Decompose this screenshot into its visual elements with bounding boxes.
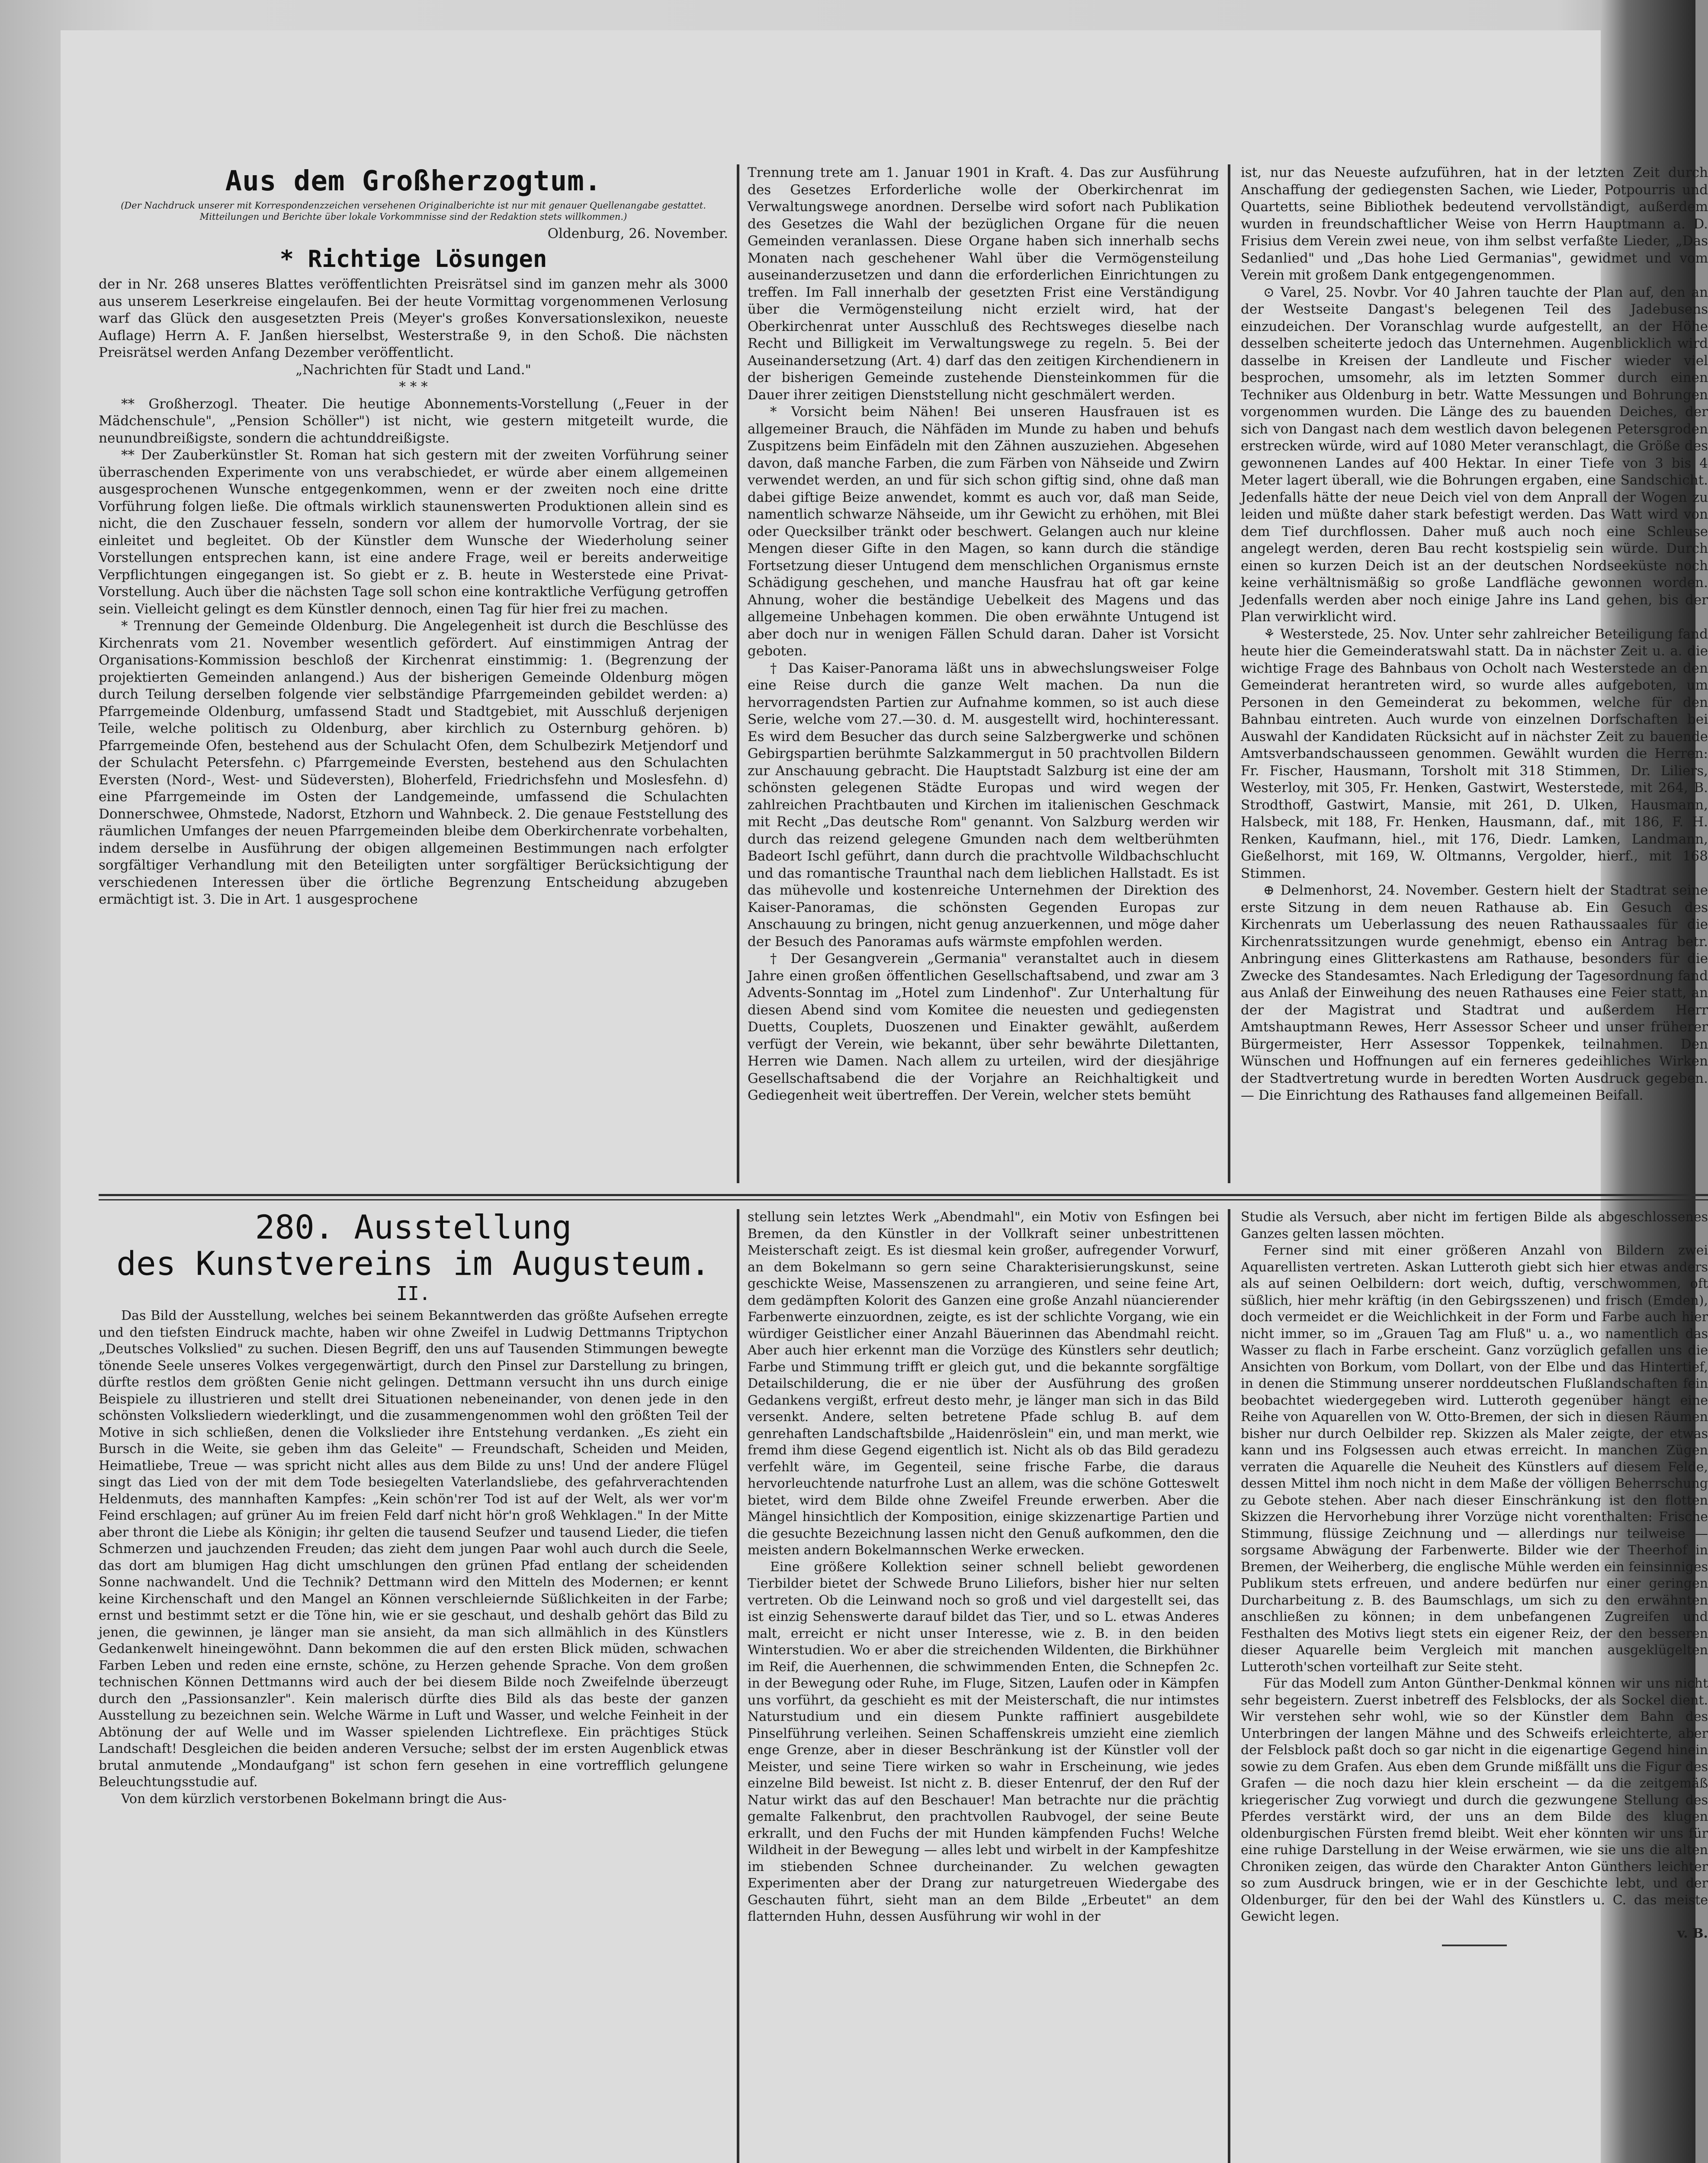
- feuilleton-rule-top: [99, 1194, 1708, 1196]
- page-content: [99, 30, 1708, 2163]
- exhibition-subtitle: des Kunstvereins im Augusteum.: [116, 1244, 710, 1283]
- article-delmenhorst: ⊕ Delmenhorst, 24. November. Gestern hielt der Stadtrat seine erste Sitzung in dem neuen Rathause ab. Ein Gesuch des Kirchenrats um Ueberlassung des neuen Rathaussaales für die Kirchenratssitzungen wurde genehmigt, ebenso ein Antrag betr. Anbringung eines Glitterkastens am Rathause, besonders für die Zwecke des Standesamtes. Nach Erledigung der Tagesordnung fand aus Anlaß der Einweihung des neuen Rathauses eine Feier statt, an der der Magistrat und Stadtrat und außerdem Herr Amtshauptmann Rewes, Herr Assessor Scheer und unser früherer Bürgermeister, Herr Assessor Toppenkek, teilnahmen. Den Wünschen und Hoffnungen auf ein ferneres gedeihliches Wirken der Stadtvertretung wurde in beredten Worten Ausdruck gegeben. — Die Einrichtung des Rathauses fand allgemeinen Beifall.: [1241, 883, 1708, 1103]
- review-aquarellisten: Ferner sind mit einer größeren Anzahl von Bildern zwei Aquarellisten vertreten. Askan Lutteroth giebt sich hier etwas anders als auf seinen Oelbildern: dort weich, duftig, verschwommen, oft süßlich, hier mehr kräftig (in den Gebirgsszenen) und frisch (Emden), doch vermeidet er die Weichlichkeit in der Form und Farbe auch hier nicht immer, so im „Grauen Tag am Fluß" u. a., wo namentlich das Wasser zu flach in Farbe erscheint. Ganz vorzüglich gefallen uns die Ansichten von Borkum, vom Dollart, von der Elbe und das Hintertief, in denen die Stimmung unserer norddeutschen Flußlandschaften fein beobachtet wiedergegeben wird. Lutteroth gegenüber hängt eine Reihe von Aquarellen von W. Otto-Bremen, der sich in diesen Räumen bisher nur durch Oelbilder rep. Skizzen als Maler zeigte, der etwas kann und ins Folgsessen auch etwas erreicht. In manchen Zügen verraten die Aquarelle die Neuheit des Künstlers auf diesem Felde, dessen Mittel ihm noch nicht in dem Maße der völligen Beherrschung zu Gebote stehen. Aber nach dieser Einschränkung ist den flotten Skizzen die Hervorhebung ihrer Vorzüge nicht vorenthalten: Frische Stimmung, flüssige Zeichnung und — allerdings nur teilweise — sorgsame Abwägung der Farbenwerte. Bilder wie der Theerhof in Bremen, der Weiherberg, die englische Mühle werden ein feinsinniges Publikum stets erfreuen, und andere bedürfen nur einer geringen Durcharbeitung z. B. des Baumschlags, um sich zu den erwähnten anschließen zu können; in dem unbefangenen Zugreifen und Festhalten des Motivs liegt stets ein eigener Reiz, der den besseren dieser Aquarelle beim Vergleich mit manchen ausgeklügelten Lutteroth'schen vorteilhaft zur Seite steht.: [1241, 1243, 1708, 1675]
- exhibition-title: 280. Ausstellung: [255, 1208, 572, 1246]
- article-kaiser-panorama: † Das Kaiser-Panorama läßt uns in abwechslungsweiser Folge eine Reise durch die ganze Welt machen. Da nun die hervorragendsten Partien zur Aufnahme kommen, so ist auch diese Serie, welche vom 27.—30. d. M. ausgestellt wird, hochinteressant. Es wird dem Besucher das durch seine Salzbergwerke und schönen Gebirgspartien berühmte Salzkammergut in 50 prachtvollen Bildern zur Anschauung gebracht. Die Hauptstadt Salzburg ist eine der am schönsten gelegenen Städte Europas und wird wegen der zahlreichen Prachtbauten und Kirchen im italienischen Geschmack mit Recht „Das deutsche Rom" genannt. Von Salzburg werden wir durch das reizend gelegene Gmunden nach dem weltberühmten Badeort Ischl geführt, dann durch die prachtvolle Wildbachschlucht und das romantische Traunthal nach dem lieblichen Hallstadt. Es ist das mühevolle und kostenreiche Unternehmen der Direktion des Kaiser-Panoramas, die schönsten Gegenden Europas zur Anschauung zu bringen, nicht genug anzuerkennen, und möge daher der Besuch des Panoramas aufs wärmste empfohlen werden.: [748, 660, 1219, 950]
- separator-stars: * * *: [399, 379, 428, 395]
- column-rule-2: [1228, 164, 1230, 1183]
- feuilleton-rule-2: [1228, 1209, 1230, 2163]
- feuilleton-column-2: [748, 1209, 1219, 2163]
- review-liliefors: Eine größere Kollektion seiner schnell beliebt gewordenen Tierbilder bietet der Schwede Bruno Liliefors, bisher hier nur selten vertreten. Ob die Leinwand noch so groß und viel dargestellt sei, das ist einzig Sehenswerte darauf bildet das Tier, und so L. etwas Anderes malt, erreicht er nicht unser Interesse, wie z. B. in den beiden Winterstudien. Wo er aber die streichenden Wildenten, die Birkhühner im Reif, die Auerhennen, die schwimmenden Enten, die Schnepfen 2c. in der Bewegung oder Ruhe, im Fluge, Sitzen, Laufen oder in Kämpfen uns vorführt, da geschieht es mit der Meisterschaft, die nur intimstes Naturstudium und ein diesem Punkte raffiniert ausgebildete Pinselführung verleihen. Seinen Schaffenskreis umzieht eine ziemlich enge Grenze, aber in dieser Beschränkung ist der Künstler voll der Meister, und seine Tiere wirken so wahr in Erscheinung, wie jedes einzelne Bild beweist. Ist nicht z. B. dieser Entenruf, der den Ruf der Natur wirkt das auf den Beschauer! Man betrachte nur die prächtig gemalte Falkenbrut, den prachtvollen Raubvogel, der seine Beute erkrallt, und den Fuchs der mit Hunden kämpfenden Fuchs! Welche Wildheit in der Bewegung — alles lebt und wirbelt in der Kampfeshitze im stiebenden Schnee durcheinander. Zu welchen gewagten Experimenten aber der Drang zur naturgetreuen Wiedergabe des Geschauten führt, sieht man an dem Bilde „Erbeutet" an dem flatternden Huhn, dessen Ausführung wir wohl in der: [748, 1559, 1219, 1924]
- section-title: Aus dem Großherzogtum.: [225, 165, 602, 197]
- article-zauberkuenstler: ** Der Zauberkünstler St. Roman hat sich gestern mit der zweiten Vorführung seiner überraschenden Experimente von uns verabschiedet, er würde aber einem allgemeinen ausgesprochenen Wunsche entgegenkommen, wenn er der zweiten noch eine dritte Vorführung folgen ließe. Die oftmals wirklich staunenswerten Produktionen allein sind es nicht, die den Zuschauer fesseln, sondern vor allem der humorvolle Vortrag, der sie einleitet und begleitet. Ob der Künstler dem Wunsche der Wiederholung seiner Vorstellungen entsprechen kann, ist eine andere Frage, weil er bereits anderweitige Verpflichtungen eingegangen ist. So giebt er z. B. heute in Westerstede eine Privat-Vorstellung. Auch über die nächsten Tage soll schon eine kontraktliche Verfügung getroffen sein. Vielleicht gelingt es dem Künstler dennoch, einen Tag für hier frei zu machen.: [99, 447, 728, 617]
- review-dettmann: Das Bild der Ausstellung, welches bei seinem Bekanntwerden das größte Aufsehen erregte und den tiefsten Eindruck machte, haben wir ohne Zweifel in Ludwig Dettmanns Triptychon „Deutsches Volkslied" zu suchen. Diesen Begriff, den uns auf Tausenden Stimmungen bewegte tönende Seele unseres Volkes vergegenwärtigt, durch den Pinsel zur Darstellung zu bringen, dürfte restlos dem größten Genie nicht gelingen. Dettmann versucht ihn uns durch einige Beispiele zu illustrieren und stellt drei Situationen nebeneinander, von denen jede in den schönsten Volksliedern wiederklingt, und die zusammengenommen wohl den größten Teil der Motive in sich schließen, denen die Volkslieder ihre Entstehung verdanken. „Es zieht ein Bursch in die Weite, sie geben ihm das Geleite" — Freundschaft, Scheiden und Meiden, Heimatliebe, Treue — was spricht nicht alles aus dem Bilde zu uns! Und der andere Flügel singt das Lied von der mit dem Tode besiegelten Vaterlandsliebe, des gefahrverachtenden Heldenmuts, des mannhaften Kampfes: „Kein schön'rer Tod ist auf der Welt, als wer vor'm Feind erschlagen; auf grüner Au im freien Feld darf nicht hör'n groß Wehklagen." In der Mitte aber thront die Liebe als Königin; ihr gelten die tausend Seufzer und tausend Lieder, die tiefen Schmerzen und jauchzenden Freuden; das zieht dem jungen Paar wohl auch durch die Seele, das dort am blumigen Hag dicht umschlungen den grünen Pfad entlang der scheidenden Sonne nachwandelt. Und die Technik? Dettmann wird den Mitteln des Modernen; er kennt keine Kirchenschaft und den Mangel an Können verschleiernde Süßlichkeiten in der Farbe; ernst und bestimmt setzt er die Töne hin, wie er sie geschaut, und deshalb gehört das Bild zu jenen, die gewinnen, je länger man sie ansieht, da man sich allmählich in des Künstlers Gedankenwelt hineingewöhnt. Dann bekommen die auf den ersten Blick müden, schwachen Farben Leben und reden eine ernste, schöne, zu Herzen gehende Sprache. Von dem großen technischen Können Dettmanns wird auch der bei diesem Bilde noch Zweifelnde überzeugt durch den „Passionsanzler". Kein malerisch dürfte dies Bild als das beste der ganzen Ausstellung zu bezeichnen sein. Welche Wärme in Luft und Wasser, und welche Feinheit in der Abtönung der auf Welle und im Wasser spielenden Lichtreflexe. Ein prächtiges Stück Landschaft! Desgleichen die beiden anderen Versuche; selbst der im ersten Augenblick etwas brutal anmutende „Mondaufgang" ist schon fern gesehen in eine vortrefflich gelungene Beleuchtungsstudie auf.: [99, 1308, 728, 1790]
- review-denkmal: Für das Modell zum Anton Günther-Denkmal können wir uns nicht sehr begeistern. Zuerst inbetreff des Felsblocks, der als Sockel dient. Wir verstehen sehr wohl, wie so der Künstler dem Bahn des Unterbringen der langen Mähne und des Schweifs erleichterte, aber der Felsblock paßt doch so gar nicht in die eigenartige Gegend hinein sowie zu dem Grafen. Aus eben dem Grunde mißfällt uns die Figur des Grafen — die noch dazu hier klein erscheint — da die zeitgemäß kriegerischer Zug vorwiegt und durch die gezwungene Stellung des Pferdes verstärkt wird, der uns an dem Bilde des klugen oldenburgischen Fürsten fremd bleibt. Weit eher könnten wir uns für eine ruhige Darstellung in der Weise erwärmen, wie sie uns die alten Chroniken zeigen, das würde den Charakter Anton Günthers leichter so zum Ausdruck bringen, wie er in der Geschichte lebt, und der Oldenburger, für den bei der Wahl des Künstlers u. C. das meiste Gewicht legen.: [1241, 1676, 1708, 1924]
- review-bokelmann-start: Von dem kürzlich verstorbenen Bokelmann bringt die Aus-: [121, 1791, 507, 1807]
- column-2: [748, 164, 1219, 1185]
- review-liliefors-continued: Studie als Versuch, aber nicht im fertigen Bilde als abgeschlossenes Ganzes gelten lassen möchten.: [1241, 1210, 1708, 1242]
- article-westerstede: ⚘ Westerstede, 25. Nov. Unter sehr zahlreicher Beteiligung fand heute hier die Gemeinderatswahl statt. Da in nächster Zeit u. a. die wichtige Frage des Bahnbaus von Ocholt nach Westerstede an den Gemeinderat herantreten wird, so wurde alles aufgeboten, um Personen in den Gemeinderat zu bekommen, welche für den Bahnbau eintreten. Auch wurde von einzelnen Dorfschaften bei Auswahl der Kandidaten Rücksicht auf in nächster Zeit zu bauende Amtsverbandschausseen genommen. Gewählt wurden die Herren: Fr. Fischer, Hausmann, Torsholt mit 318 Stimmen, Dr. Liliers, Westerloy, mit 305, Fr. Henken, Gastwirt, Westerstede, mit 264, B. Strodthoff, Gastwirt, Mansie, mit 261, D. Ulken, Hausmann, Halsbeck, mit 188, Fr. Henken, Hausmann, daf., mit 186, F. H. Renken, Kaufmann, hiel., mit 176, Diedr. Lamken, Landmann, Gießelhorst, mit 169, W. Oltmanns, Vergolder, hierf., mit 168 Stimmen.: [1241, 626, 1708, 881]
- article-theater: ** Großherzogl. Theater. Die heutige Abonnements-Vorstellung („Feuer in der Mädchenschule", „Pension Schöller") ist nicht, wie gestern mitgeteilt wurde, die neunundbreißigste, sondern die achtunddreißigste.: [99, 396, 728, 446]
- article-gesangverein: † Der Gesangverein „Germania" veranstaltet auch in diesem Jahre einen großen öffentlichen Gesellschaftsabend, und zwar am 3 Advents-Sonntag im „Hotel zum Lindenhof". Zur Unterhaltung für diesen Abend sind vom Komitee die neuesten und gediegensten Duetts, Couplets, Duoszenen und Einakter gewählt, außerdem verfügt der Verein, wie bekannt, über sehr bewährte Dilettanten, Herren wie Damen. Nach allem zu urteilen, wird der diesjährige Gesellschaftsabend die der Vorjahre an Reichhaltigkeit und Gediegenheit weit übertreffen. Der Verein, welcher stets bemüht: [748, 951, 1219, 1103]
- article-trennung-gemeinde: * Trennung der Gemeinde Oldenburg. Die Angelegenheit ist durch die Beschlüsse des Kirchenrats vom 21. November wesentlich gefördert. Auf einstimmigen Antrag der Organisations-Kommission beschloß der Kirchenrat einstimmig: 1. (Begrenzung der projektierten Gemeinden anlangend.) Aus der bisherigen Gemeinde Oldenburg mögen durch Teilung derselben folgende vier selbständige Pfarrgemeinden gebildet werden: a) Pfarrgemeinde Oldenburg, umfassend Stadt und Stadtgebiet, mit Ausschluß derjenigen Teile, welche politisch zu Oldenburg, aber kirchlich zu Osternburg gehören. b) Pfarrgemeinde Ofen, bestehend aus der Schulacht Ofen, dem Schulbezirk Metjendorf und der Schulacht Petersfehn. c) Pfarrgemeinde Eversten, bestehend aus den Schulachten Eversten (Nord-, West- und Südeversten), Bloherfeld, Friedrichsfehn und Moslesfehn. d) eine Pfarrgemeinde im Osten der Landgemeinde, umfassend die Schulachten Donnerschwee, Ohmstede, Nadorst, Etzhorn und Wahnbeck. 2. Die genaue Feststellung des räumlichen Umfanges der neuen Pfarrgemeinden bleibe dem Oberkirchenrate vorbehalten, indem derselbe in Ausführung der obigen allgemeinen Bestimmungen nach erfolgter sorgfältiger Verhandlung mit den Beteiligten unter sorgfältiger Berücksichtigung der verschiedenen Interessen über die örtliche Begrenzung Entscheidung abzugeben ermächtigt ist. 3. Die in Art. 1 ausgesprochene: [99, 618, 728, 907]
- review-bokelmann: stellung sein letztes Werk „Abendmahl", ein Motiv von Esfingen bei Bremen, da den Künstler in der Vollkraft seiner unbestrittenen Meisterschaft zeigt. Es ist diesmal kein großer, aufregender Vorwurf, an dem Bokelmann so gern seine Charakterisierungskunst, seine geschickte Weise, Massenszenen zu arrangieren, und seine feine Art, dem gedämpften Kolorit des Ganzen eine große Anzahl nüancierender Farbenwerte einzuordnen, zeigte, es ist der schlichte Vorgang, wie ein würdiger Geistlicher einer Anzahl Bäuerinnen das Abendmahl reicht. Aber auch hier erkennt man die Vorzüge des Künstlers sehr deutlich; Farbe und Stimmung trifft er gleich gut, und die bekannte sorgfältige Detailschilderung, die er nie über der Ausführung des großen Gedankens vergißt, erfreut desto mehr, je länger man sich in das Bild versenkt. Andere, selten betretene Pfade schlug B. auf dem genrehaften Landschaftsbilde „Haidenröslein" ein, und man merkt, wie fremd ihm diese Gegend eigentlich ist. Nicht als ob das Bild geradezu verfehlt wäre, im Gegenteil, seine frische Farbe, die daraus hervorleuchtende naturfrohe Lust an allem, was die schöne Gotteswelt bietet, wird dem Bilde ohne Zweifel Freunde erwerben. Aber die Mängel hinsichtlich der Komposition, einige skizzenartige Partien und die gesuchte Bezeichnung lassen nicht den Genuß aufkommen, den die meisten andern Bokelmannschen Werke erwecken.: [748, 1210, 1219, 1558]
- article-gesangverein-continued: ist, nur das Neueste aufzuführen, hat in der letzten Zeit durch Anschaffung der gediegensten Sachen, wie Lieder, Potpourris und Quartetts, seine Bibliothek bedeutend vervollständigt, außerdem wurden in freundschaftlicher Weise von Herrn Hauptmann a. D. Frisius dem Verein zwei neue, von ihm selbst verfaßte Lieder, „Das Sedanlied" und „Das hohe Lied Germanias", gewidmet und vom Verein mit großem Dank entgegengenommen.: [1241, 165, 1708, 283]
- article-loesungen-text: der in Nr. 268 unseres Blattes veröffentlichten Preisrätsel sind im ganzen mehr als 3000 aus unserem Leserkreise eingelaufen. Bei der heute Vormittag vorgenommenen Verlosung warf das Glück den ausgesetzten Preis (Meyer's großes Konversationslexikon, neueste Auflage) Herrn A. F. Janßen hierselbst, Westerstraße 9, in den Schoß. Die nächsten Preisrätsel werden Anfang Dezember veröffentlicht.: [99, 276, 728, 360]
- end-rule: [1442, 1945, 1507, 1946]
- exhibition-part: II.: [396, 1283, 431, 1305]
- article-vorsicht-naehen: * Vorsicht beim Nähen! Bei unseren Hausfrauen ist es allgemeiner Brauch, die Nähfäden im Munde zu haben und behufs Zuspitzens beim Einfädeln mit den Zähnen auszuziehen. Abgesehen davon, daß manche Farben, die zum Färben von Nähseide und Zwirn verwendet werden, an und für sich schon giftig sind, ohne daß man dabei giftige Beize anwendet, kommt es auch vor, daß man Seide, namentlich schwarze Nähseide, um ihr Gewicht zu erhöhen, mit Blei oder Quecksilber tränkt oder beschwert. Gelangen auch nur kleine Mengen dieser Gifte in den Magen, so kann durch die ständige Fortsetzung dieser Untugend dem menschlichen Organismus ernste Schädigung geschehen, und manche Hausfrau hat oft gar keine Ahnung, woher die beständige Uebelkeit des Magens und das allgemeine Unbehagen kommen. Die oben erwähnte Untugend ist aber doch nur in wenigen Fällen Schuld daran. Daher ist Vorsicht geboten.: [748, 404, 1219, 659]
- column-1: [99, 164, 728, 1185]
- review-signature: v. B.: [1677, 1926, 1708, 1941]
- column-rule-1: [737, 164, 739, 1183]
- newspaper-page: [61, 30, 1708, 2163]
- reprint-note: (Der Nachdruck unserer mit Korrespondenzzeichen versehenen Originalberichte ist nur mit genauer Quellenangabe gestattet. Mitteilungen und Berichte über lokale Vorkommnisse sind der Redaktion stets willkommen.): [121, 200, 706, 222]
- column-3: [1241, 164, 1708, 1185]
- feuilleton-column-1: [99, 1209, 728, 2163]
- article-loesungen-signature: „Nachrichten für Stadt und Land.": [295, 362, 531, 378]
- article-trennung-continued: Trennung trete am 1. Januar 1901 in Kraft. 4. Das zur Ausführung des Gesetzes Erforderliche wolle der Oberkirchenrat im Verwaltungswege anordnen. Derselbe wird sofort nach Publikation des Gesetzes die Wahl der bezüglichen Organe für die neuen Gemeinden veranlassen. Diese Organe haben sich innerhalb sechs Monaten nach geschehener Wahl über die Vermögensteilung auseinanderzusetzen und dann die erforderlichen Einrichtungen zu treffen. Im Fall innerhalb der gesetzten Frist eine Verständigung über die Vermögensteilung nicht erzielt wird, hat der Oberkirchenrat unter Ausschluß des Rechtsweges dieselbe nach Recht und Billigkeit im Verwaltungswege zu regeln. 5. Bei der Auseinandersetzung (Art. 4) darf das den zeitigen Kirchendienern in der bisherigen Gemeinde zustehende Diensteinkommen für die Dauer ihrer zeitigen Dienststellung nicht geschmälert werden.: [748, 165, 1219, 403]
- feuilleton-rule-bottom: [99, 1199, 1708, 1200]
- dateline: Oldenburg, 26. November.: [547, 226, 728, 241]
- feuilleton-rule-1: [737, 1209, 739, 2163]
- article-varel: ⊙ Varel, 25. Novbr. Vor 40 Jahren tauchte der Plan auf, den an der Westseite Dangast's belegenen Teil des Jadebusens einzudeichen. Der Voranschlag wurde aufgestellt, an der Höhe desselben scheiterte jedoch das Unternehmen. Augenblicklich wird dasselbe in Kreisen der Landleute und Fischer wieder viel besprochen, umsomehr, als im letzten Sommer durch einen Techniker aus Oldenburg in betr. Watte Messungen und Bohrungen vorgenommen wurden. Die Länge des zu bauenden Deiches, der sich von Dangast nach dem westlich davon belegenen Petersgroden erstrecken würde, wird auf 1080 Meter veranschlagt, die Größe des gewonnenen Landes auf 400 Hektar. In einer Tiefe von 3 bis 4 Meter lagert überall, wie die Bohrungen ergaben, eine Sandschicht. Jedenfalls hätte der neue Deich viel von dem Anprall der Wogen zu leiden und müßte daher stark befestigt werden. Das Watt wird von dem Tief durchflossen. Daher muß auch noch eine Schleuse angelegt werden, deren Bau recht kostspielig sein würde. Durch einen so kurzen Deich ist an der deutschen Nordseeküste noch keine verhältnismäßig so große Landfläche gewonnen worden. Jedenfalls werden aber noch einige Jahre ins Land gehen, bis der Plan verwirklicht wird.: [1241, 284, 1708, 625]
- article-heading-loesungen: * Richtige Lösungen: [279, 245, 547, 273]
- feuilleton-column-3: [1241, 1209, 1708, 2163]
